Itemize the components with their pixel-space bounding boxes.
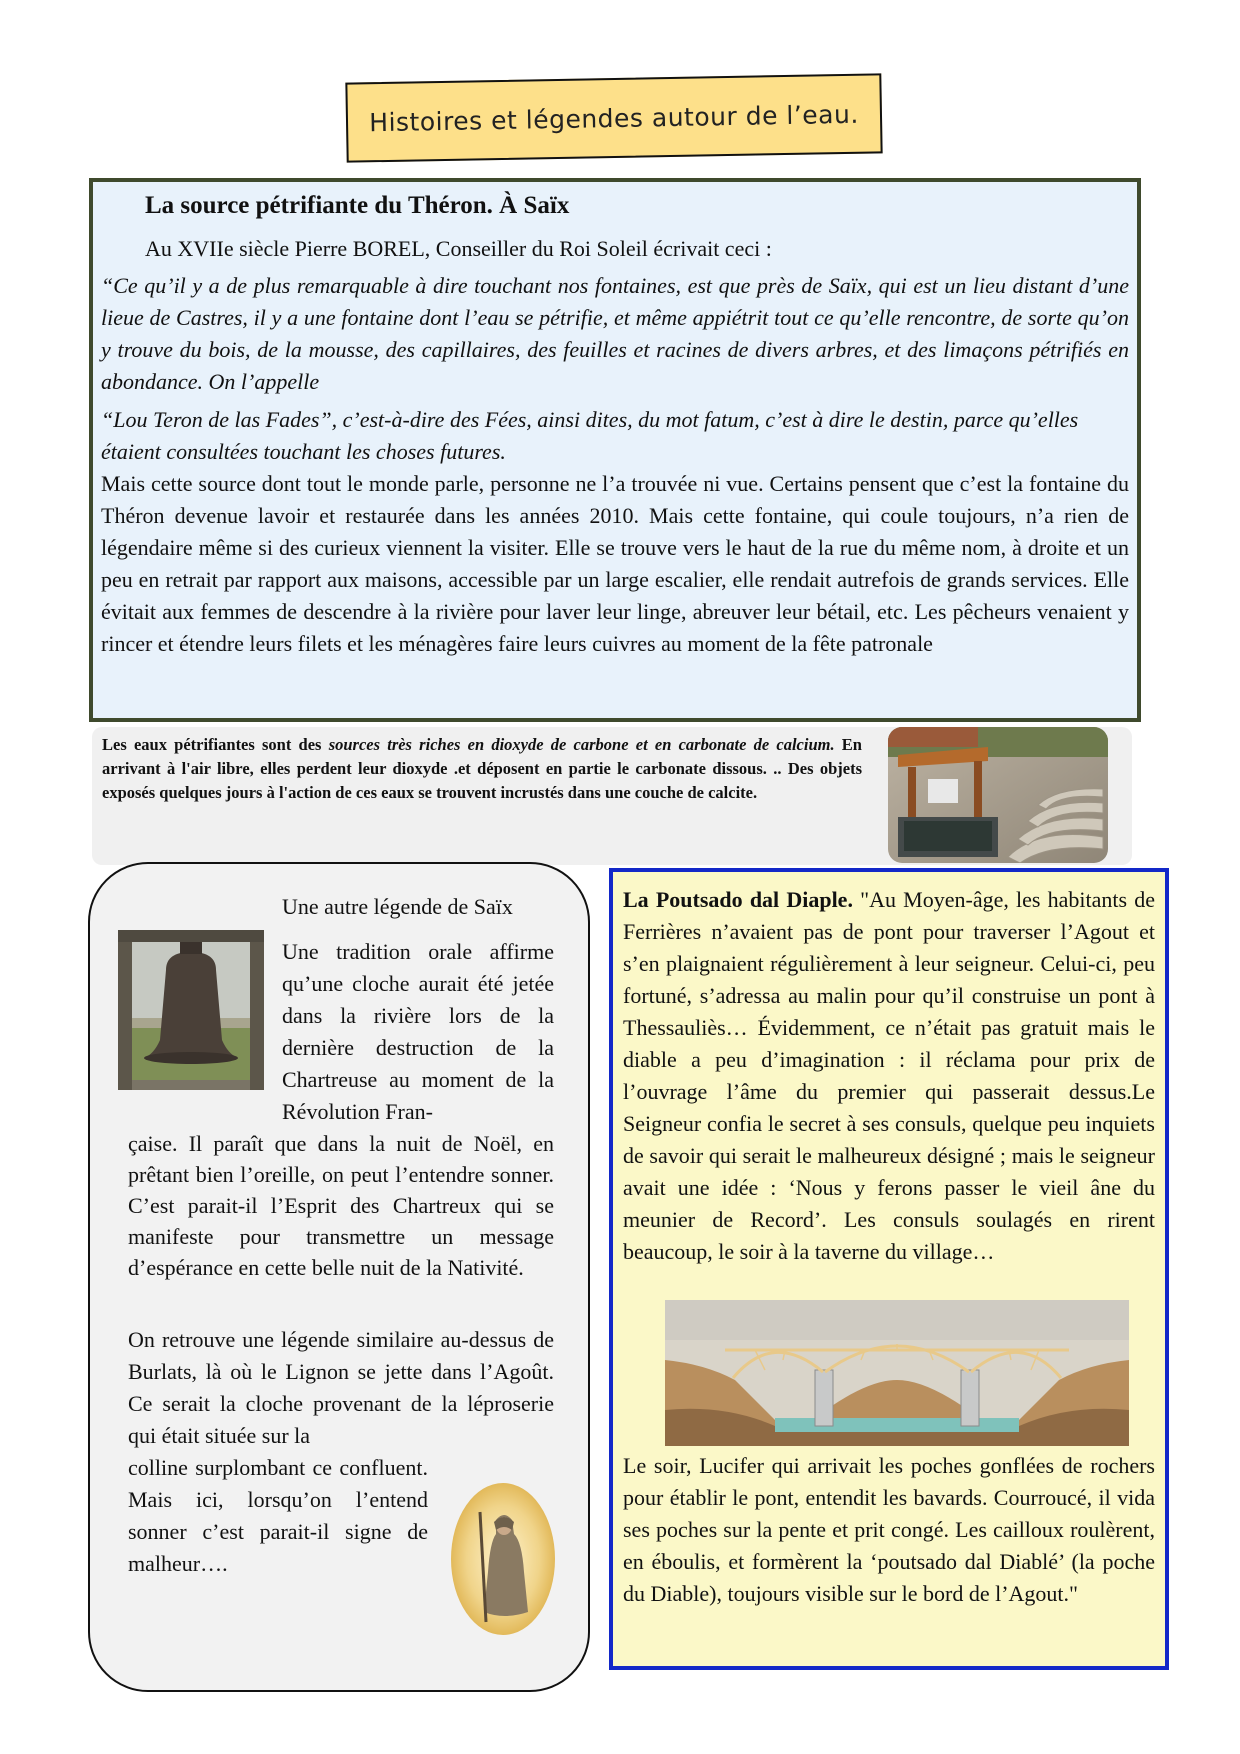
note-italic: sources très riches en dioxyde de carbone et en carbonate de calcium. — [328, 735, 835, 754]
monk-illustration — [450, 1482, 556, 1636]
bell-legend-text-2: çaise. Il paraît que dans la nuit de Noël, en prêtant bien l’oreille, on peut l’entendre sonner. C’est parait-il l’Esprit des Chartreux qui se manifeste pour transmettre un message d’espérance en cette belle nuit de la Nativité. — [128, 1131, 554, 1280]
bell-legend-text-3: On retrouve une légende similaire au-dessus de Burlats, là où le Lignon se jette dans l’Agoût. Ce serait la cloche provenant de la léproserie qui était située sur la — [128, 1327, 554, 1448]
bridge-illustration — [665, 1300, 1129, 1446]
bell-legend-text-4: colline surplombant ce confluent. Mais ici, lorsqu’on l’entend sonner c’est parait-il signe de malheur…. — [128, 1455, 428, 1576]
bell-legend-section — [88, 862, 590, 1692]
lavoir-photo — [888, 727, 1108, 863]
source-heading: La source pétrifiante du Théron. À Saïx — [145, 192, 570, 219]
petrifying-water-note — [92, 727, 1132, 865]
poutsado-intro: "Au Moyen-âge, les habitants de Ferrières n’avaient pas de pont pour traverser l’Agout et s’en plaignaient régulièrement à leur seigneur. Celui-ci, peu fortuné, s’adressa au malin pour qu’il construise un pont à Thessauliès… Évidemment, ce n’était pas gratuit mais le diable a peu d’imagination : il réclama pour prix de l’ouvrage l’âme du premier qui passerait dessus.Le Seigneur confia le secret à ses consuls, quelque peu inquiets de savoir qui serait le malheureux désigné ; mais le seigneur avait une idée : ‘Nous y ferons passer le vieil âne du meunier de Record’. Les consuls soulagés en rirent beaucoup, le soir à la taverne du village… — [623, 887, 1155, 1264]
borel-quote-continued: “Lou Teron de las Fades”, c’est-à-dire des Fées, ainsi dites, du mot fatum, c’est à dire le destin, parce qu’elles étaient consultées touchant les choses futures. — [101, 407, 1079, 464]
bell-image — [118, 930, 264, 1090]
page-banner — [345, 73, 882, 162]
bridge-image — [665, 1300, 1129, 1446]
poutsado-text-2: Le soir, Lucifer qui arrivait les poches gonflées de rochers pour établir le pont, entendit les bavards. Courroucé, il vida ses poches sur la pente et prit congé. Les cailloux roulèrent, en éboulis, et formèrent la ‘poutsado dal Diablé’ (la poche du Diable), toujours visible sur le bord de l’Agout." — [623, 1453, 1155, 1606]
poutsado-title: La Poutsado dal Diaple. — [623, 887, 853, 912]
source-section — [89, 178, 1141, 722]
poutsado-section — [609, 868, 1169, 1670]
note-text — [102, 733, 862, 805]
note-rest: En arrivant à l'air libre, elles perdent leur dioxyde .et déposent en partie le carbonate dissous. .. Des objets exposés quelques jours à l'action de ces eaux se trouvent incrustés dans une couche de calcite. — [102, 735, 862, 802]
bell-legend-title: Une autre légende de Saïx — [282, 894, 513, 919]
note-lead: Les eaux pétrifiantes sont des — [102, 735, 329, 754]
banner-title: Histoires et légendes autour de l’eau. — [368, 99, 860, 137]
source-body: Mais cette source dont tout le monde parle, personne ne l’a trouvée ni vue. Certains pensent que c’est la fontaine du Théron devenue lavoir et restaurée dans les années 2010. Mais cette fontaine, qui coule toujours, n’a rien de légendaire même si des curieux viennent la visiter. Elle se trouve vers le haut de la rue du même nom, à droite et un peu en retrait par rapport aux maisons, accessible par un large escalier, elle rendait autrefois de grands services. Elle évitait aux femmes de descendre à la rivière pour laver leur linge, abreuver leur bétail, etc. Les pêcheurs venaient y rincer et étendre leurs filets et les ménagères faire leurs cuivres au moment de la fête patronale — [101, 471, 1129, 656]
lavoir-image — [888, 727, 1108, 863]
poutsado-text-1 — [623, 884, 1155, 1268]
bell-photo — [118, 930, 264, 1090]
source-intro: Au XVIIe siècle Pierre BOREL, Conseiller du Roi Soleil écrivait ceci : — [145, 236, 772, 261]
monk-image — [450, 1482, 556, 1636]
bell-legend-text-1: Une tradition orale affirme qu’une cloche aurait été jetée dans la rivière lors de la dernière destruction de la Chartreuse au moment de la Révolution Fran- — [282, 939, 554, 1124]
borel-quote: “Ce qu’il y a de plus remarquable à dire touchant nos fontaines, est que près de Saïx, qui est un lieu distant d’une lieue de Castres, il y a une fontaine dont l’eau se pétrifie, et même appiétrit tout ce qu’elle rencontre, de sorte qu’on y trouve du bois, de la mousse, des capillaires, des feuilles et racines de divers arbres, et des limaçons pétrifiés en abondance. On l’appelle — [101, 273, 1129, 394]
